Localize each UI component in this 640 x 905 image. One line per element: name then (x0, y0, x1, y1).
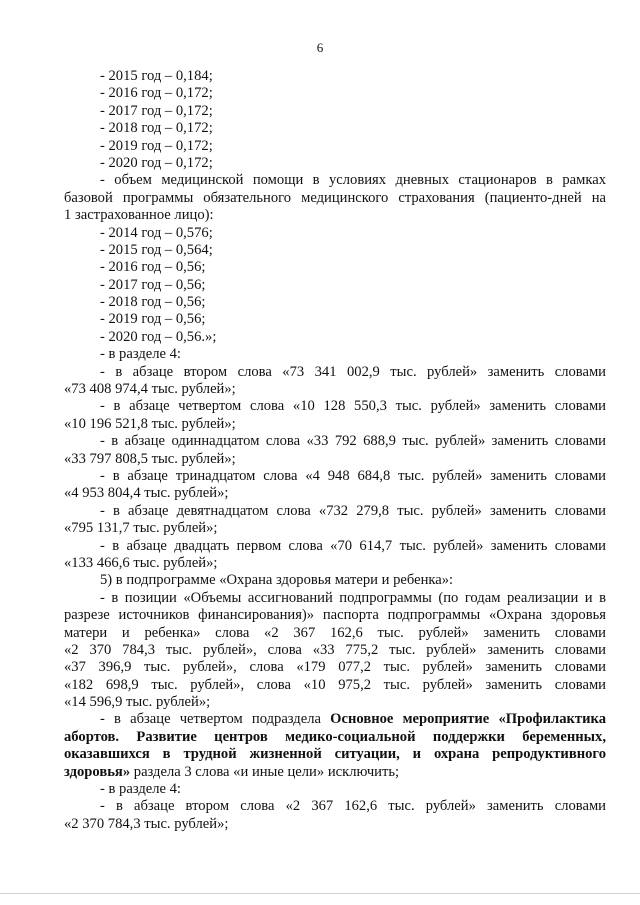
paragraph-line: «10 196 521,8 тыс. рублей»; (64, 415, 236, 432)
document-body (64, 68, 606, 833)
paragraph-line: «182 698,9 тыс. рублей», слова «10 975,2 тыс. рублей» заменить словами (64, 676, 606, 693)
paragraph-text: раздела 3 слова «и иные цели» исключить; (130, 763, 400, 780)
paragraph-line: «2 370 784,3 тыс. рублей»; (64, 815, 229, 832)
list-item: - 2016 год – 0,56; (100, 259, 206, 276)
paragraph-line: - в абзаце одиннадцатом слова «33 792 688,9 тыс. рублей» заменить словами (100, 433, 606, 450)
paragraph-line: «795 131,7 тыс. рублей»; (64, 520, 218, 537)
list-item: - 2014 год – 0,576; (100, 224, 213, 241)
list-item: - 2019 год – 0,56; (100, 311, 206, 328)
section-heading-line: - в разделе 4: (100, 781, 181, 798)
list-item: - 2017 год – 0,56; (100, 276, 206, 293)
list-item: - 2017 год – 0,172; (100, 102, 213, 119)
list-item: - 2015 год – 0,184; (100, 68, 213, 84)
subsection-heading-line: 5) в подпрограмме «Охрана здоровья матери и ребенка»: (100, 572, 454, 589)
list-item: - 2019 год – 0,172; (100, 137, 213, 154)
paragraph-line: - в позиции «Объемы ассигнований подпрограммы (по годам реализации и в (100, 589, 606, 606)
paragraph-text: - в абзаце четвертом подраздела (100, 711, 331, 728)
paragraph-line (64, 711, 606, 728)
bold-title: абортов. Развитие центров медико-социальной поддержки беременных, (64, 728, 606, 745)
list-item: - 2020 год – 0,56.»; (100, 328, 217, 345)
scan-edge-line (0, 893, 640, 894)
paragraph-line (64, 746, 606, 763)
paragraph-line: - в абзаце девятнадцатом слова «732 279,8 тыс. рублей» заменить словами (100, 502, 606, 519)
paragraph-line: - в абзаце тринадцатом слова «4 948 684,8 тыс. рублей» заменить словами (100, 467, 606, 484)
paragraph-line: - в абзаце втором слова «73 341 002,9 тыс. рублей» заменить словами (100, 363, 606, 380)
paragraph-line: - в абзаце втором слова «2 367 162,6 тыс. рублей» заменить словами (100, 798, 606, 815)
bold-title: здоровья» (64, 763, 131, 780)
paragraph-line: разрезе источников финансирования)» паспорта подпрограммы «Охрана здоровья (64, 607, 606, 624)
paragraph-line: «133 466,6 тыс. рублей»; (64, 554, 218, 571)
paragraph-line: - объем медицинской помощи в условиях дневных стационаров в рамках (100, 172, 606, 189)
paragraph-line: «73 408 974,4 тыс. рублей»; (64, 381, 236, 398)
section-heading-line: - в разделе 4: (100, 346, 181, 363)
paragraph-line: - в абзаце двадцать первом слова «70 614,7 тыс. рублей» заменить словами (100, 537, 606, 554)
page-number: 6 (316, 40, 324, 55)
paragraph-line: матери и ребенка» слова «2 367 162,6 тыс. рублей» заменить словами (64, 624, 606, 641)
list-item: - 2020 год – 0,172; (100, 154, 213, 171)
paragraph-line: - в абзаце четвертом слова «10 128 550,3 тыс. рублей» заменить словами (100, 398, 606, 415)
bold-title: оказавшихся в трудной жизненной ситуации, и охрана репродуктивного (64, 746, 606, 763)
paragraph-line: базовой программы обязательного медицинского страхования (пациенто-дней на (64, 189, 606, 206)
paragraph-line: «4 953 804,4 тыс. рублей»; (64, 485, 229, 502)
paragraph-line: «14 596,9 тыс. рублей»; (64, 694, 211, 711)
list-item: - 2016 год – 0,172; (100, 85, 213, 102)
list-item: - 2018 год – 0,56; (100, 294, 206, 311)
bold-title: Основное мероприятие «Профилактика (330, 711, 606, 728)
paragraph-line: «2 370 784,3 тыс. рублей», слова «33 775,2 тыс. рублей» заменить словами (64, 641, 606, 658)
list-item: - 2018 год – 0,172; (100, 120, 213, 137)
paragraph-line (64, 764, 606, 781)
paragraph-line: 1 застрахованное лицо): (64, 207, 214, 224)
list-item: - 2015 год – 0,564; (100, 241, 213, 258)
paragraph-line: «33 797 808,5 тыс. рублей»; (64, 450, 236, 467)
paragraph-line: «37 396,9 тыс. рублей», слова «179 077,2 тыс. рублей» заменить словами (64, 659, 606, 676)
paragraph-line (64, 729, 606, 746)
